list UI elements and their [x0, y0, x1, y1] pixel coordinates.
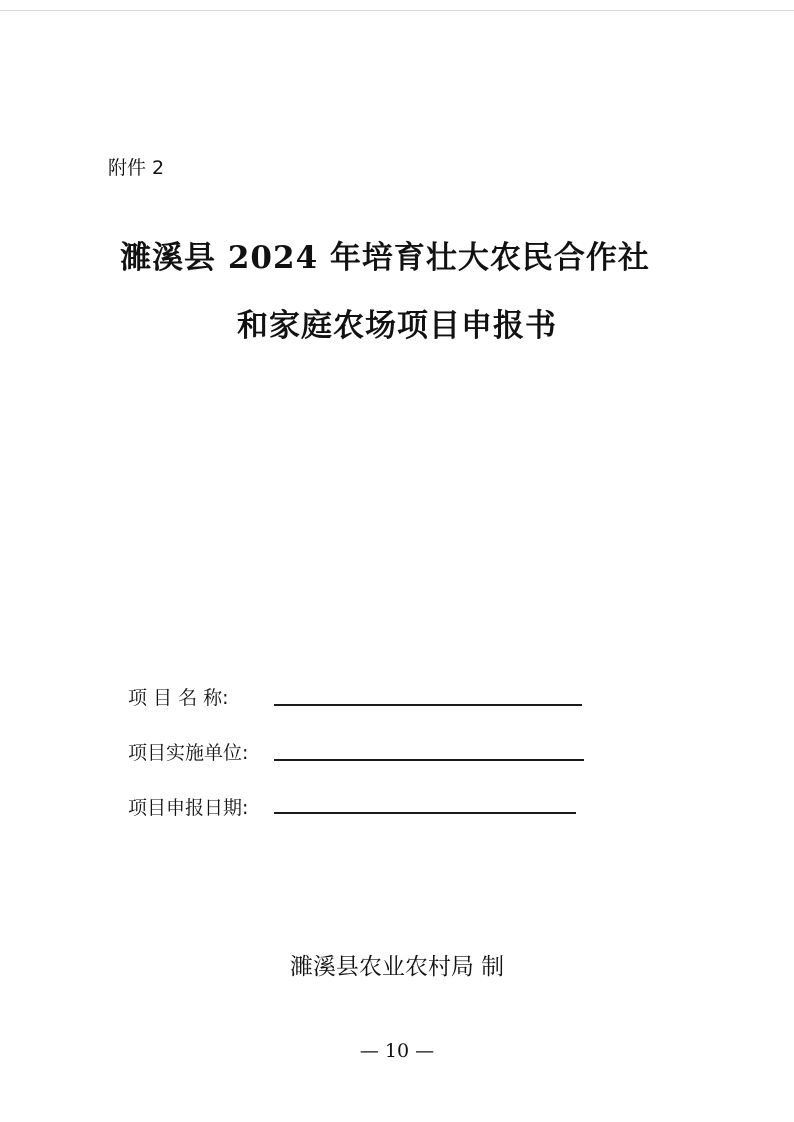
- issuing-authority: 濉溪县农业农村局 制: [289, 954, 505, 980]
- application-date-field: [128, 790, 248, 820]
- project-name-field: [128, 680, 229, 710]
- scan-edge-line: [0, 10, 794, 11]
- project-name-blank[interactable]: [274, 704, 582, 706]
- page-number: — 10 —: [359, 1040, 435, 1062]
- attachment-label: 附件 2: [108, 157, 165, 179]
- implementing-unit-blank[interactable]: [274, 759, 584, 761]
- document-title-line-1: 濉溪县 2024 年培育壮大农民合作社: [120, 240, 650, 276]
- project-name-label: 项 目 名 称:: [128, 687, 229, 709]
- implementing-unit-field: [128, 735, 248, 765]
- document-title-line-2: 和家庭农场项目申报书: [237, 308, 557, 344]
- application-date-blank[interactable]: [274, 812, 576, 814]
- application-date-label: 项目申报日期:: [128, 797, 249, 819]
- implementing-unit-label: 项目实施单位:: [128, 742, 249, 764]
